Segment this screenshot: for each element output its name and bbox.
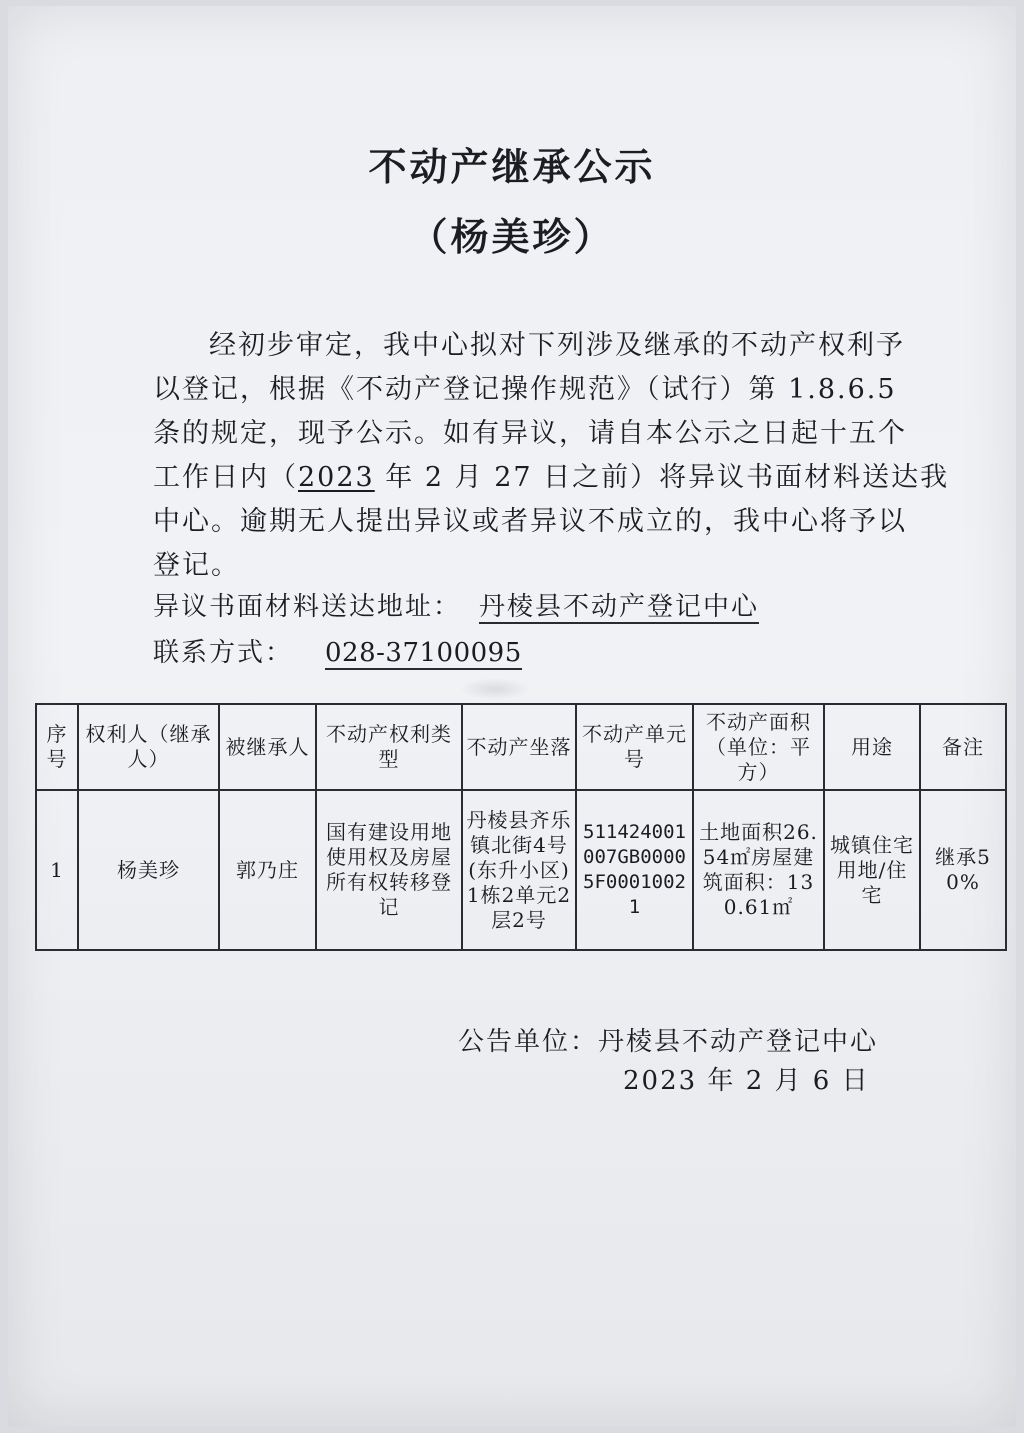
property-location: 丹棱县齐乐镇北街4号(东升小区)1栋2单元2层2号 xyxy=(462,790,576,950)
paragraph-line: 经初步审定，我中心拟对下列涉及继承的不动产权利予 xyxy=(209,330,905,361)
objection-address xyxy=(153,586,759,624)
table-header-row xyxy=(36,704,1006,790)
document-page xyxy=(8,6,1016,1427)
notice-paragraph xyxy=(153,324,950,588)
smudge-mark xyxy=(460,678,530,700)
header-cell: 不动产单元号 xyxy=(576,704,693,790)
contact-info xyxy=(153,632,522,670)
address-label: 异议书面材料送达地址： xyxy=(153,592,462,622)
table-row xyxy=(36,790,1006,950)
property-table xyxy=(35,703,1007,951)
header-cell: 被继承人 xyxy=(219,704,316,790)
issue-date: 2023 年 2 月 6 日 xyxy=(623,1066,870,1096)
right-type: 国有建设用地使用权及房屋所有权转移登记 xyxy=(316,790,462,950)
header-cell: 不动产面积（单位：平方） xyxy=(693,704,824,790)
row-number: 1 xyxy=(36,790,78,950)
paragraph-line: 登记。 xyxy=(153,550,240,581)
contact-phone: 028-37100095 xyxy=(325,638,522,668)
paragraph-line xyxy=(153,456,950,500)
unit-number: 511424001007GB00005F00010021 xyxy=(576,790,693,950)
property-area: 土地面积26.54㎡房屋建筑面积：130.61㎡ xyxy=(693,790,824,950)
header-cell: 备注 xyxy=(920,704,1006,790)
usage: 城镇住宅用地/住宅 xyxy=(824,790,920,950)
paragraph-line: 条的规定，现予公示。如有异议，请自本公示之日起十五个 xyxy=(153,418,907,449)
heir-name: 杨美珍 xyxy=(78,790,219,950)
page-subtitle: （杨美珍） xyxy=(409,214,615,259)
decedent-name: 郭乃庄 xyxy=(219,790,316,950)
issuer: 公告单位：丹棱县不动产登记中心 xyxy=(458,1027,879,1057)
page-title: 不动产继承公示 xyxy=(368,144,656,189)
header-cell: 不动产权利类型 xyxy=(316,704,462,790)
paragraph-text: 年 2 月 27 日之前）将异议书面材料送达我 xyxy=(374,462,950,493)
header-cell: 用途 xyxy=(824,704,920,790)
notice-footer xyxy=(458,1021,878,1097)
paragraph-text: 工作日内（ xyxy=(153,462,298,493)
paragraph-line: 中心。逾期无人提出异议或者异议不成立的，我中心将予以 xyxy=(153,506,907,537)
address-value: 丹棱县不动产登记中心 xyxy=(479,592,760,622)
header-cell: 权利人（继承人） xyxy=(78,704,219,790)
header-cell: 不动产坐落 xyxy=(462,704,576,790)
paragraph-line: 以登记，根据《不动产登记操作规范》（试行）第 1.8.6.5 xyxy=(153,374,897,405)
header-cell: 序号 xyxy=(36,704,78,790)
deadline-year: 2023 xyxy=(298,462,375,493)
contact-label: 联系方式： xyxy=(153,638,294,668)
remarks: 继承50% xyxy=(920,790,1006,950)
